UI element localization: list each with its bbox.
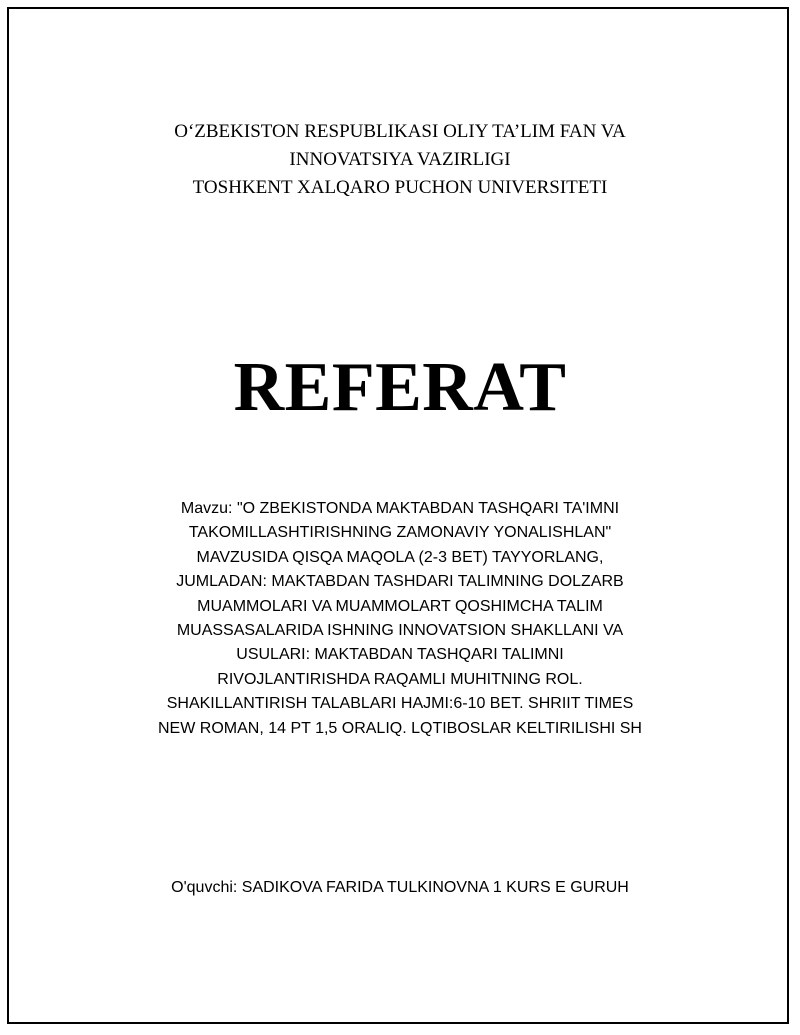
- topic-line: RIVOJLANTIRISHDA RAQAMLI MUHITNING ROL.: [217, 670, 583, 688]
- document-title: REFERAT: [233, 349, 567, 426]
- topic-paragraph: [0, 497, 800, 741]
- topic-line: SHAKILLANTIRISH TALABLARI HAJMI:6-10 BET. SHRIIT TIMES: [166, 695, 634, 713]
- topic-line: MUASSASALARIDA ISHNING INNOVATSION SHAKLLANI VA: [176, 622, 624, 640]
- header-line: O‘ZBEKISTON RESPUBLIKASI OLIY TA’LIM FAN VA: [174, 121, 626, 142]
- student-info: O'quvchi: SADIKOVA FARIDA TULKINOVNA 1 KURS E GURUH: [171, 879, 629, 896]
- topic-line: Mavzu: "O ZBEKISTONDA MAKTABDAN TASHQARI TA'IMNI: [180, 500, 620, 517]
- topic-line: NEW ROMAN, 14 PT 1,5 ORALIQ. LQTIBOSLAR KELTIRILISHI SH: [158, 719, 642, 737]
- header-line: TOSHKENT XALQARO PUCHON UNIVERSITETI: [192, 177, 608, 198]
- topic-line: USULARI: MAKTABDAN TASHQARI TALIMNI: [236, 646, 564, 664]
- topic-line: MUAMMOLARI VA MUAMMOLART QOSHIMCHA TALIM: [197, 597, 603, 615]
- topic-line: JUMLADAN: MAKTABDAN TASHDARI TALIMNING DOLZARB: [176, 573, 624, 591]
- ministry-header: [0, 118, 800, 202]
- topic-line: MAVZUSIDA QISQA MAQOLA (2-3 BET) TAYYORLANG,: [196, 548, 604, 566]
- header-line: INNOVATSIYA VAZIRLIGI: [289, 149, 511, 170]
- topic-line: TAKOMILLASHTIRISHNING ZAMONAVIY YONALISHLAN": [188, 524, 612, 542]
